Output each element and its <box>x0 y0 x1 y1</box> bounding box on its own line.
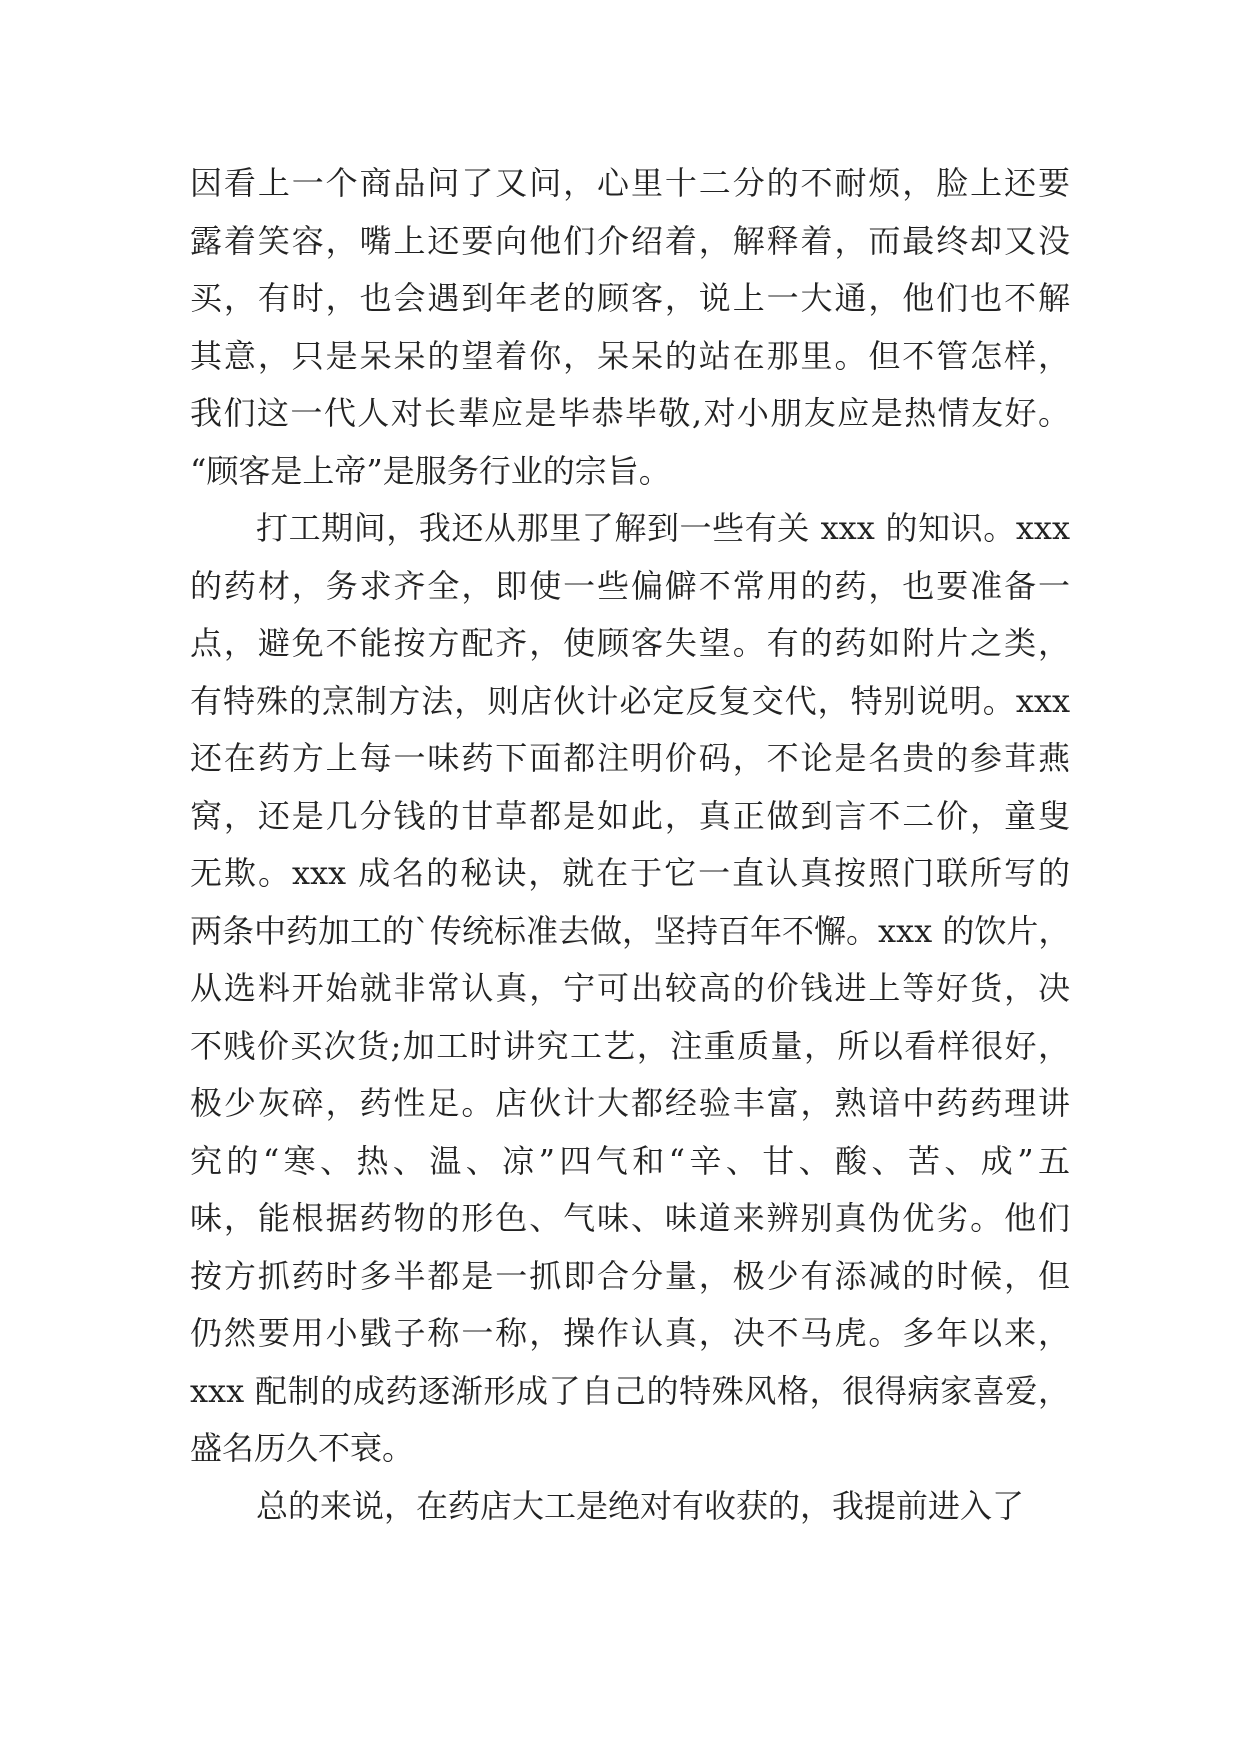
text-line: 按方抓药时多半都是一抓即合分量，极少有添减的时候，但 <box>190 1256 1070 1295</box>
text-line: 因看上一个商品问了又问，心里十二分的不耐烦，脸上还要 <box>190 164 1070 202</box>
text-line: 从选料开始就非常认真，宁可出较高的价钱进上等好货，决 <box>190 969 1070 1007</box>
text-line: 点，避免不能按方配齐，使顾客失望。有的药如附片之类， <box>190 624 1070 662</box>
text-line: 我们这一代人对长辈应是毕恭毕敬,对小朋友应是热情友好。 <box>190 394 1070 432</box>
text-line: 的药材，务求齐全，即使一些偏僻不常用的药，也要准备一 <box>190 566 1070 605</box>
text-line: 露着笑容，嘴上还要向他们介绍着，解释着，而最终却又没 <box>190 221 1070 260</box>
text-line: 其意，只是呆呆的望着你，呆呆的站在那里。但不管怎样， <box>190 336 1070 375</box>
body-text <box>190 155 1070 1535</box>
text-line: 盛名历久不衰。 <box>190 1429 415 1467</box>
text-line: 不贱价买次货;加工时讲究工艺，注重质量，所以看样很好， <box>190 1026 1070 1065</box>
text-line: 买，有时，也会遇到年老的顾客，说上一大通，他们也不解 <box>190 279 1070 317</box>
text-line: 味，能根据药物的形色、气味、味道来辨别真伪优劣。他们 <box>190 1199 1070 1237</box>
paragraph-first-line: 总的来说，在药店大工是绝对有收获的，我提前进入了 <box>256 1486 1025 1525</box>
text-line: 究的“寒、热、温、凉”四气和“辛、甘、酸、苦、成”五 <box>190 1141 1070 1180</box>
text-line: 极少灰碎，药性足。店伙计大都经验丰富，熟谙中药药理讲 <box>190 1084 1070 1122</box>
text-line: 两条中药加工的`传统标准去做，坚持百年不懈。xxx 的饮片， <box>190 911 1070 950</box>
text-line: “顾客是上帝”是服务行业的宗旨。 <box>190 451 671 490</box>
text-line: 窝，还是几分钱的甘草都是如此，真正做到言不二价，童叟 <box>190 796 1070 835</box>
text-line: 还在药方上每一味药下面都注明价码，不论是名贵的参茸燕 <box>190 739 1070 777</box>
text-line: xxx 配制的成药逐渐形成了自己的特殊风格，很得病家喜爱， <box>190 1371 1070 1410</box>
paragraph-first-line: 打工期间，我还从那里了解到一些有关 xxx 的知识。xxx <box>256 509 1070 547</box>
text-line: 无欺。xxx 成名的秘诀，就在于它一直认真按照门联所写的 <box>190 854 1070 892</box>
text-line: 有特殊的烹制方法，则店伙计必定反复交代，特别说明。xxx <box>190 681 1070 720</box>
text-line: 仍然要用小戥子称一称，操作认真，决不马虎。多年以来， <box>190 1314 1070 1352</box>
